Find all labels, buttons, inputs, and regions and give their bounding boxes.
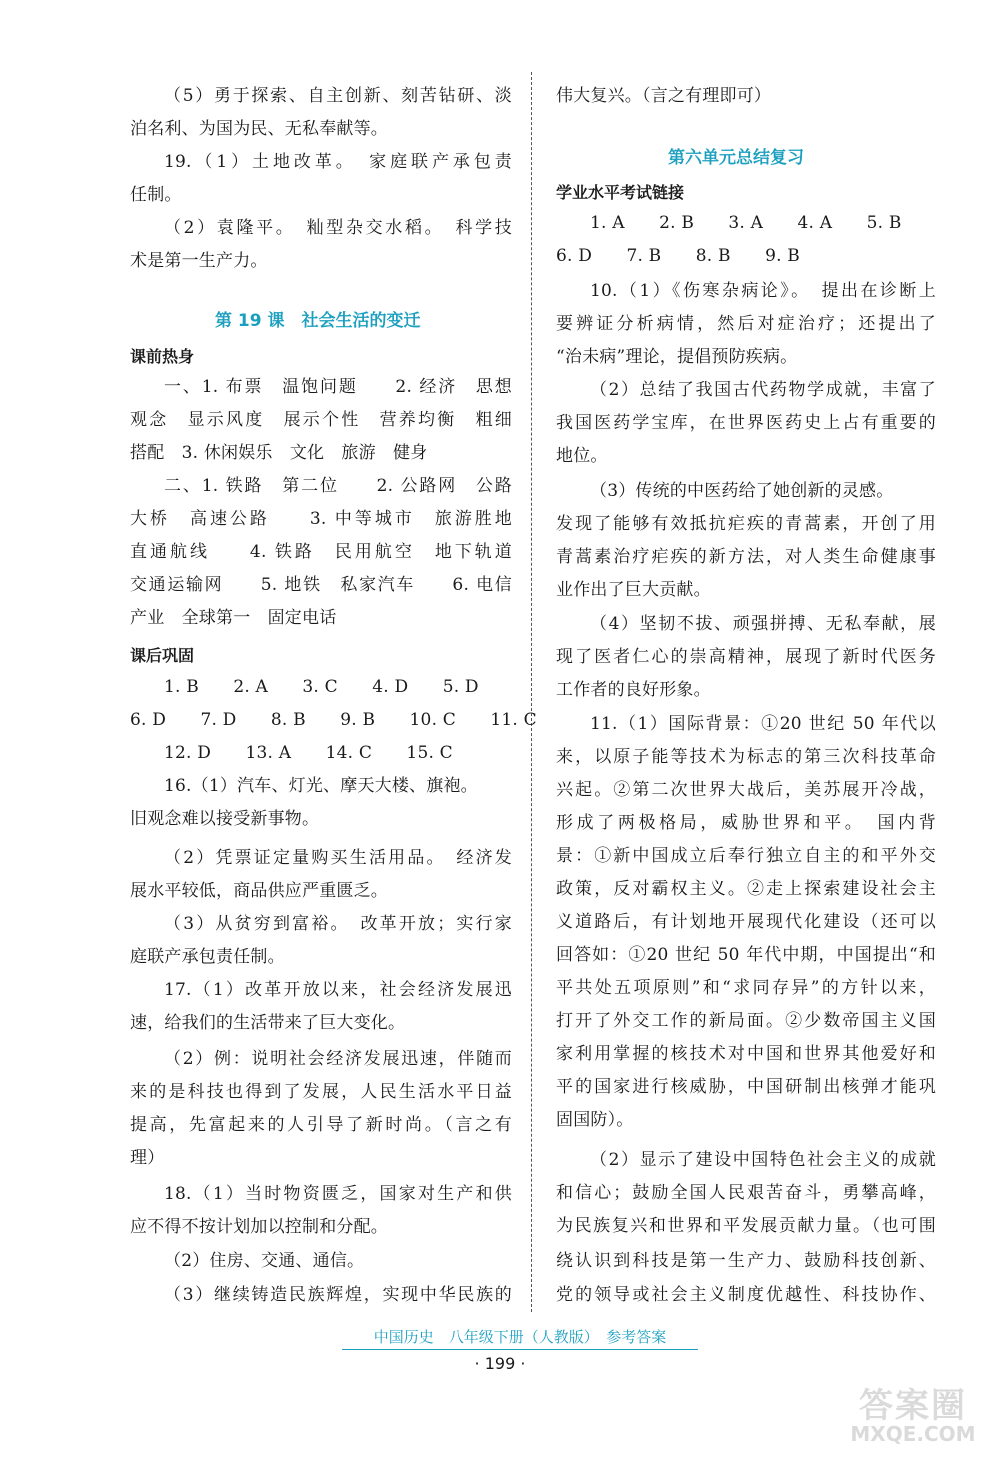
- text-line: （2）显示了建设中国特色社会主义的成就: [590, 1150, 936, 1170]
- unit-title: 第六单元总结复习: [668, 148, 804, 168]
- text-line: 要辨证分析病情，然后对症治疗；还提出了: [556, 314, 936, 334]
- section-heading-post: 课后巩固: [130, 646, 195, 665]
- column-divider: [531, 72, 532, 1312]
- text-line: 任制。: [130, 185, 182, 205]
- text-line: 为民族复兴和世界和平发展贡献力量。（也可围: [556, 1216, 936, 1236]
- text-line: 平的国家进行核威胁，中国研制出核弹才能巩: [556, 1077, 936, 1097]
- page-number: · 199 ·: [474, 1354, 526, 1373]
- text-line: 形成了两极格局，威胁世界和平。 国内背: [556, 813, 936, 833]
- text-line: 业作出了巨大贡献。: [556, 580, 711, 600]
- text-line: 直通航线 4. 铁路 民用航空 地下轨道: [130, 542, 512, 562]
- text-line: 大桥 高速公路 3. 中等城市 旅游胜地: [130, 509, 512, 529]
- text-line: 18.（1）当时物资匮乏，国家对生产和供: [164, 1184, 512, 1204]
- text-line: 发现了能够有效抵抗疟疾的青蒿素，开创了用: [556, 514, 936, 534]
- text-line: 应不得不按计划加以控制和分配。: [130, 1217, 388, 1237]
- text-line: 回答如：①20 世纪 50 年代中期，中国提出“和: [556, 945, 936, 965]
- answer-line: 12. D 13. A 14. C 15. C: [164, 743, 453, 763]
- text-line: 观念 显示风度 展示个性 营养均衡 粗细: [130, 410, 512, 430]
- text-line: 泊名利、为国为民、无私奉献等。: [130, 119, 388, 139]
- text-line: 搭配 3. 休闲娱乐 文化 旅游 健身: [130, 443, 428, 463]
- text-line: 党的领导或社会主义制度优越性、科技协作、: [556, 1285, 936, 1305]
- text-line: 二、1. 铁路 第二位 2. 公路网 公路: [164, 476, 512, 496]
- text-line: 我国医药学宝库，在世界医药史上占有重要的: [556, 413, 936, 433]
- answer-line: 6. D 7. D 8. B 9. B 10. C 11. C: [130, 710, 537, 730]
- answer-line: 6. D 7. B 8. B 9. B: [556, 246, 801, 266]
- text-line: 现了医者仁心的崇高精神，展现了新时代医务: [556, 647, 936, 667]
- answer-line: 1. A 2. B 3. A 4. A 5. B: [590, 213, 902, 233]
- text-line: 19.（1）土地改革。 家庭联产承包责: [164, 152, 512, 172]
- text-line: （2）总结了我国古代药物学成就，丰富了: [590, 380, 936, 400]
- text-line: 庭联产承包责任制。: [130, 947, 285, 967]
- text-line: 伟大复兴。（言之有理即可）: [556, 86, 772, 106]
- text-line: 义道路后，有计划地开展现代化建设（还可以: [556, 912, 936, 932]
- text-line: 地位。: [556, 446, 608, 466]
- lesson-title: 第 19 课 社会生活的变迁: [215, 311, 421, 331]
- text-line: 16.（1）汽车、灯光、摩天大楼、旗袍。: [164, 776, 478, 796]
- text-line: 政策，反对霸权主义。②走上探索建设社会主: [556, 879, 936, 899]
- text-line: 来的是科技也得到了发展，人民生活水平日益: [130, 1082, 512, 1102]
- text-line: 提高，先富起来的人引导了新时尚。（言之有: [130, 1115, 512, 1135]
- text-line: （3）传统的中医药给了她创新的灵感。: [590, 481, 894, 501]
- text-line: （2）住房、交通、通信。: [164, 1251, 365, 1271]
- text-line: 家利用掌握的核技术对中国和世界其他爱好和: [556, 1044, 936, 1064]
- text-line: （3）继续铸造民族辉煌，实现中华民族的: [164, 1285, 512, 1305]
- text-line: 景：①新中国成立后奉行独立自主的和平外交: [556, 846, 936, 866]
- text-line: 青蒿素治疗疟疾的新方法，对人类生命健康事: [556, 547, 936, 567]
- text-line: 交通运输网 5. 地铁 私家汽车 6. 电信: [130, 575, 512, 595]
- watermark-logo: [838, 1378, 988, 1454]
- text-line: 固国防）。: [556, 1110, 634, 1130]
- watermark-url: MXQE.COM: [850, 1422, 976, 1446]
- watermark-text: 答案圈: [859, 1386, 967, 1426]
- text-line: 旧观念难以接受新事物。: [130, 809, 320, 829]
- text-line: 来，以原子能等技术为标志的第三次科技革命: [556, 747, 936, 767]
- text-line: （2）凭票证定量购买生活用品。 经济发: [164, 848, 512, 868]
- text-line: “治未病”理论，提倡预防疾病。: [556, 347, 798, 367]
- text-line: （5）勇于探索、自主创新、刻苦钻研、淡: [164, 86, 512, 106]
- text-line: 展水平较低，商品供应严重匮乏。: [130, 881, 388, 901]
- text-line: 17.（1）改革开放以来，社会经济发展迅: [164, 980, 512, 1000]
- answer-line: 1. B 2. A 3. C 4. D 5. D: [164, 677, 479, 697]
- text-line: 11.（1）国际背景：①20 世纪 50 年代以: [590, 714, 936, 734]
- text-line: （2）例：说明社会经济发展迅速，伴随而: [164, 1049, 512, 1069]
- text-line: 平共处五项原则”和“求同存异”的方针以来，: [556, 978, 936, 998]
- text-line: （3）从贫穷到富裕。 改革开放；实行家: [164, 914, 512, 934]
- text-line: 速，给我们的生活带来了巨大变化。: [130, 1013, 406, 1033]
- text-line: 产业 全球第一 固定电话: [130, 608, 337, 628]
- text-line: 一、1. 布票 温饱问题 2. 经济 思想: [164, 377, 512, 397]
- text-line: 绕认识到科技是第一生产力、鼓励科技创新、: [556, 1251, 936, 1271]
- text-line: 10.（1）《伤寒杂病论》。 提出在诊断上: [590, 281, 936, 301]
- text-line: （2）袁隆平。 籼型杂交水稻。 科学技: [164, 218, 512, 238]
- section-heading-pre: 课前热身: [130, 347, 195, 366]
- text-line: 兴起。②第二次世界大战后，美苏展开冷战，: [556, 780, 936, 800]
- text-line: 工作者的良好形象。: [556, 680, 711, 700]
- section-heading-link: 学业水平考试链接: [556, 183, 685, 202]
- text-line: 术是第一生产力。: [130, 251, 268, 271]
- text-line: （4）坚韧不拔、顽强拼搏、无私奉献，展: [590, 614, 936, 634]
- text-line: 打开了外交工作的新局面。②少数帝国主义国: [556, 1011, 936, 1031]
- text-line: 和信心；鼓励全国人民艰苦奋斗，勇攀高峰，: [556, 1183, 936, 1203]
- text-line: 理）: [130, 1148, 165, 1168]
- footer-book-title: 中国历史 八年级下册（人教版） 参考答案: [342, 1326, 698, 1350]
